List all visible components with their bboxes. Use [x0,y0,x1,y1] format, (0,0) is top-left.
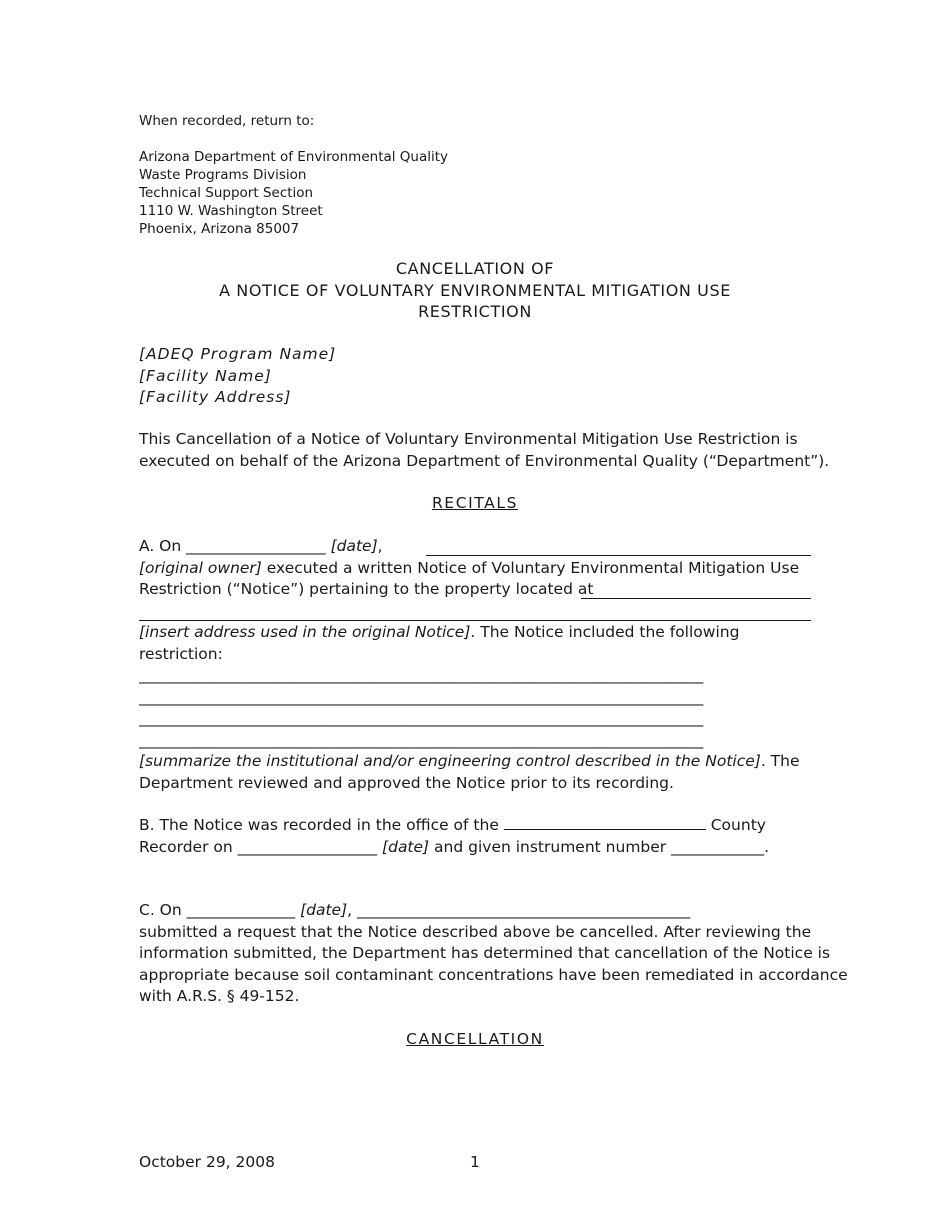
county-blank-line[interactable] [504,815,706,830]
date-blank[interactable]: __________________ [237,837,378,856]
recital-c-text: C. On [139,901,187,919]
placeholder-block [139,344,811,409]
return-label: When recorded, return to: [139,113,315,129]
restriction-blank-line[interactable]: _______________________________________________________________________ [139,687,704,706]
date-label: [date] [377,837,430,856]
date-blank[interactable]: __________________ [186,537,326,555]
page-number: 1 [470,1153,480,1171]
recital-b-line1 [139,815,811,837]
property-address-blank-line-2[interactable] [139,620,811,621]
return-line: Technical Support Section [139,185,314,201]
recital-b-line2 [139,837,811,859]
footer-date: October 29, 2008 [139,1153,275,1171]
restriction-blank-line[interactable]: _______________________________________________________________________ [139,730,704,749]
title-line: CANCELLATION OF [395,259,555,278]
recital-b-text: B. The Notice was recorded in the office of the [139,816,499,834]
date-blank[interactable]: ______________ [186,901,296,919]
recital-c-text: appropriate because soil contaminant concentrations have been remediated in accordance [139,965,848,984]
original-owner-label: [original owner] [139,558,262,577]
recital-a-text: Restriction (“Notice”) pertaining to the property located at [139,580,594,598]
facility-name-placeholder: [Facility Name] [139,366,272,385]
recital-a-line5 [139,622,811,644]
recital-b-text: and given instrument number [429,837,672,856]
restriction-blank-line[interactable]: _______________________________________________________________________ [139,666,704,684]
recital-a-text: . The [760,752,800,770]
comma: , [347,901,357,919]
recitals-heading: RECITALS [431,494,519,512]
restriction-blank-line[interactable]: _______________________________________________________________________ [139,709,704,727]
owner-blank-line[interactable] [426,555,811,556]
date-label: [date] [295,901,348,919]
intro-paragraph [139,429,830,472]
title-line: A NOTICE OF VOLUNTARY ENVIRONMENTAL MITIGATION USE [219,280,731,300]
recital-a-prefix: A. On [139,537,187,555]
property-address-blank-line[interactable] [581,598,811,599]
recital-a-line2 [139,558,811,580]
return-block [139,112,811,238]
cancellation-heading: CANCELLATION [406,1030,544,1048]
recital-b-text: County [705,816,766,834]
document-title [139,258,811,323]
facility-address-placeholder: [Facility Address] [139,388,292,406]
program-name-placeholder: [ADEQ Program Name] [139,345,337,363]
return-line: Waste Programs Division [139,167,307,183]
recital-a-text: executed a written Notice of Voluntary Environmental Mitigation Use [261,558,800,577]
intro-line: This Cancellation of a Notice of Voluntary Environmental Mitigation Use Restriction is [139,430,798,448]
recital-a-text: restriction: [139,644,223,663]
return-line: 1110 W. Washington Street [139,203,323,219]
address-label: [insert address used in the original Notice] [139,623,471,641]
recital-a [139,536,811,794]
recital-b-text: Recorder on [139,837,238,856]
return-line: Phoenix, Arizona 85007 [139,221,300,237]
comma: , [377,537,383,555]
recital-c-line1 [139,900,811,922]
document-page [139,0,848,1230]
recital-c [139,900,848,1008]
requesting-party-blank[interactable]: ___________________________________________ [356,901,691,919]
title-line: RESTRICTION [418,302,532,321]
recital-a-text: Department reviewed and approved the Notice prior to its recording. [139,773,674,792]
return-line: Arizona Department of Environmental Quality [139,149,449,165]
recital-a-summary-line [139,751,811,773]
summary-label: [summarize the institutional and/or engineering control described in the Notice] [139,752,761,770]
date-label: [date] [325,537,378,555]
recital-b [139,815,811,858]
recital-a-text: . The Notice included the following [470,623,740,641]
period: . [764,837,770,856]
recital-c-text: information submitted, the Department has determined that cancellation of the Notice is [139,944,831,962]
intro-line: executed on behalf of the Arizona Department of Environmental Quality (“Department”). [139,451,830,470]
recital-c-text: submitted a request that the Notice described above be cancelled. After reviewing the [139,922,812,941]
recital-c-text: with A.R.S. § 49-152. [139,987,300,1005]
instrument-number-blank[interactable]: ____________ [671,837,765,856]
